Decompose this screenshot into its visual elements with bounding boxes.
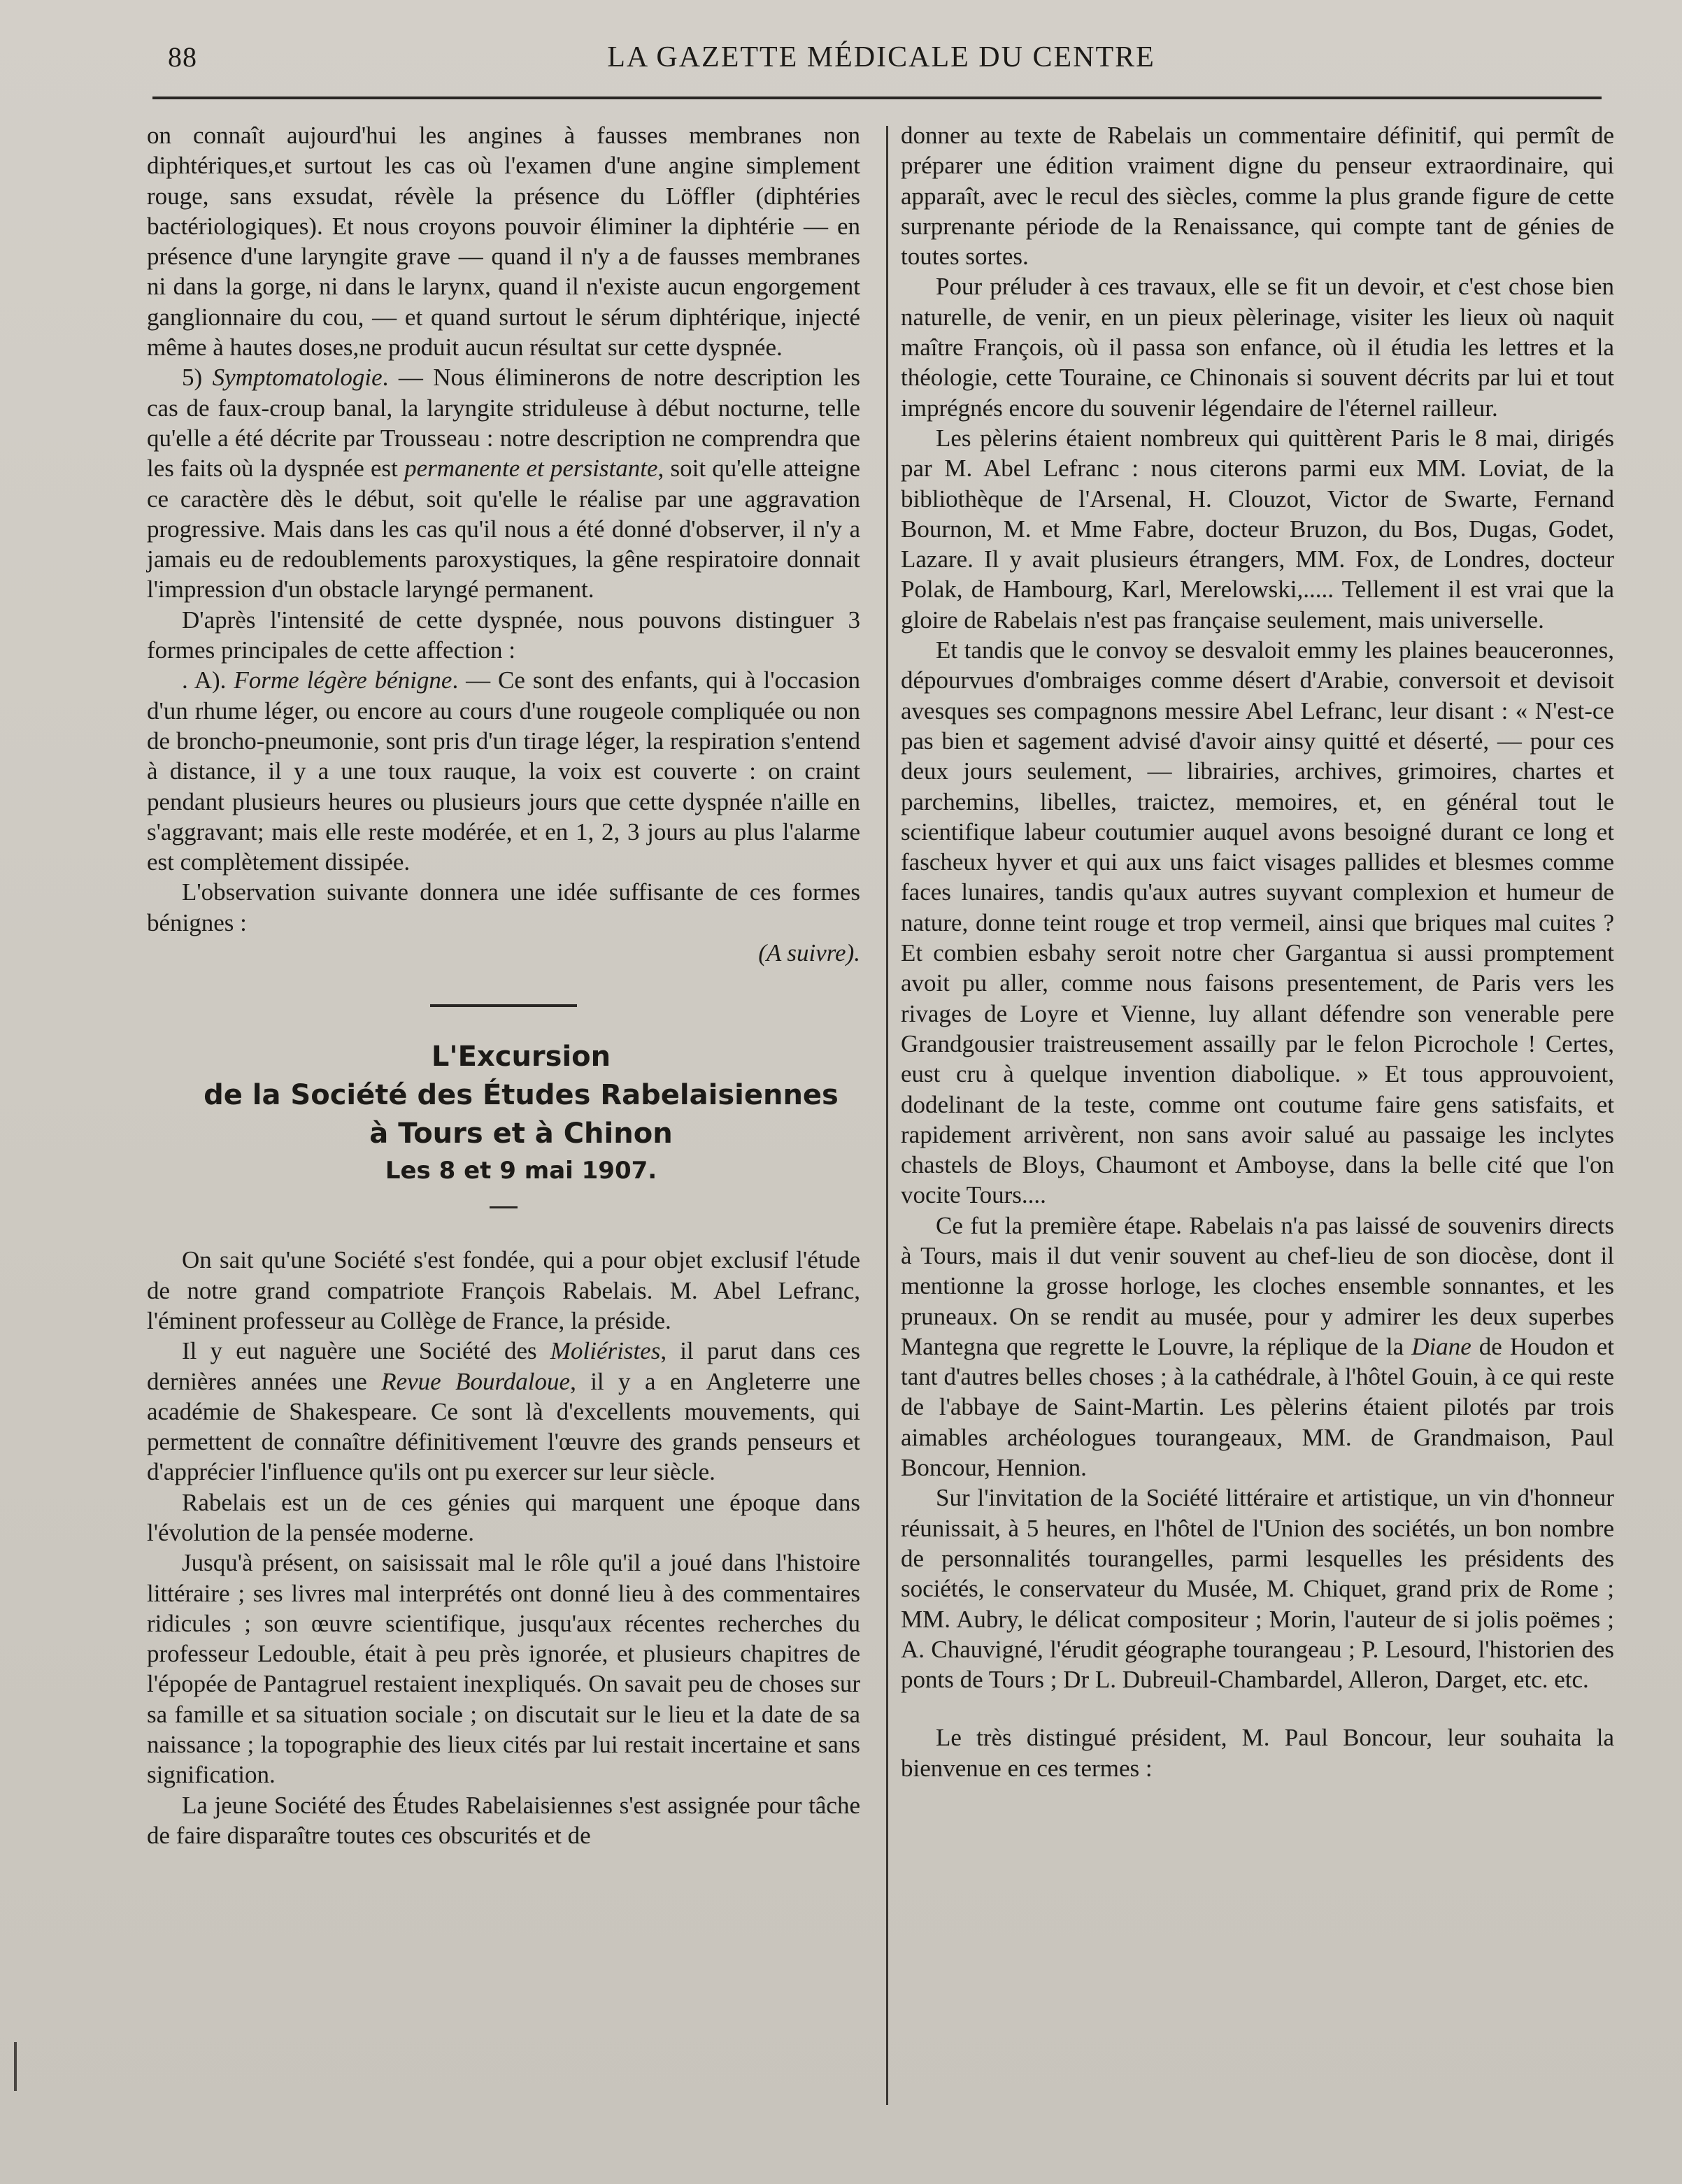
paragraph: donner au texte de Rabelais un commentaire définitif, qui permît de préparer une édition vraiment digne du penseur extraordinaire, qui apparaît, avec le recul des siècles, comme la plus grande figure de cette surprenante période de la Renaissance, qui compte tant de génies de toutes sortes. (901, 122, 1614, 271)
paragraph: Sur l'invitation de la Société littéraire et artistique, un vin d'honneur réunissait, à 5 heures, en l'hôtel de l'Union des sociétés, un bon nombre de personnalités tourangelles, parmi lesquelles les présidents des sociétés, le conservateur du Musée, M. Chiquet, grand prix de Rome ; MM. Aubry, le délicat compositeur ; Morin, l'auteur de si jolis poëmes ; A. Chauvigné, l'érudit géographe tourangeau ; P. Lesourd, l'historien des ponts de Tours ; Dr L. Dubreuil-Chambardel, Alleron, Darget, etc. etc. (901, 1484, 1614, 1694)
article-title-line-2: de la Société des Études Rabelaisiennes (204, 1079, 839, 1112)
column-rule (886, 126, 888, 2105)
paragraph: La jeune Société des Études Rabelaisiennes s'est assignée pour tâche de faire disparaître toutes ces obscurités et de (147, 1791, 860, 1849)
emphasis: Revue Bourdaloue (381, 1367, 571, 1395)
right-column (901, 120, 1614, 1783)
paragraph: D'après l'intensité de cette dyspnée, nous pouvons distinguer 3 formes principales de cette affection : (147, 606, 860, 664)
article-title-line-3: à Tours et à Chinon (369, 1118, 673, 1150)
page-number: 88 (168, 41, 197, 73)
paragraph: On sait qu'une Société s'est fondée, qui a pour objet exclusif l'étude de notre grand compatriote François Rabelais. M. Abel Lefranc, l'éminent professeur au Collège de France, la préside. (147, 1246, 860, 1334)
paragraph-text: . — Nous éliminerons de notre description les cas de faux-croup banal, la laryngite striduleuse à début nocturne, telle qu'elle a été décrite par Trousseau : notre description ne comprendra que les faits où la dyspnée est (147, 364, 861, 483)
paragraph-text: Ce fut la première étape. Rabelais n'a pas laissé de souvenirs directs à Tours, mais il dut venir souvent au chef-lieu de son diocèse, dont il mentionne la grosse horloge, les cloches ensemble sonnantes, et les pruneaux. On se rendit au musée, pour y admirer les deux superbes Mantegna que regrette le Louvre, la réplique de la (901, 1211, 1614, 1360)
margin-mark (14, 2042, 17, 2091)
paragraph (147, 1336, 860, 1487)
paragraph: L'observation suivante donnera une idée suffisante de ces formes bénignes : (147, 878, 860, 936)
left-column (147, 120, 860, 1850)
header-rule (152, 97, 1602, 99)
paragraph-text: Il y eut naguère une Société des (182, 1337, 550, 1365)
article-subtitle: Les 8 et 9 mai 1907. (385, 1157, 657, 1185)
section-number: . A). (182, 666, 234, 694)
paragraph: Et tandis que le convoy se desvaloit emmy les plaines beauceronnes, dépourvues d'ombraiges comme désert d'Arabie, conversoit et devisoit avesques ses compagnons messire Abel Lefranc, leur disant : « N'est-ce pas bien et sagement advisé d'avoir ainsy quitté et déserté, — pour ces deux jours seulement, — librairies, archives, grimoires, chartes et parchemins, libelles, traictez, memoires, et, en général tout le scientifique labeur coutumier auquel avons besoigné durant ce long et fascheux hyver et qui aux uns faict visages pallides et blesmes comme faces lunaires, tandis qu'aux autres suyvant complexion et humeur de nature, donne teint rouge et trop vermeil, ainsi que briques mal cuites ? Et combien esbahy seroit notre cher Gargantua si aussi promptement avoit pu aller, comme nous faisons presentement, de Paris vers les rivages de Loyre et Vienne, luy allant défendre son venerable pere Grandgousier traistreusement assailly par le felon Picrochole ! Certes, eust cru à quelque invention diabolique. » Et tous approuvoient, dodelinant de la teste, comme ont coutume faire gens satisfaits, et rapidement arrivèrent, non sans avoir salué au passaige les inclytes chastels de Bloys, Chaumont et Amboyse, dans la belle cité que l'on vocite Tours.... (901, 636, 1614, 1209)
article-separator (430, 1004, 577, 1007)
paragraph: Pour préluder à ces travaux, elle se fit un devoir, et c'est chose bien naturelle, de venir, en un pieux pèlerinage, visiter les lieux où naquit maître François, où il passa son enfance, où il étudia les lettres et la théologie, cette Touraine, ce Chinonais si souvent décrits par lui et tout imprégnés encore du souvenir légendaire de l'éternel railleur. (901, 273, 1614, 422)
paragraph-text: de Houdon et tant d'autres belles choses ; à la cathédrale, à l'hôtel Gouin, à ce qui reste de l'abbaye de Saint-Martin. Les pèlerins étaient pilotés par trois aimables archéologues tourangeaux, MM. de Grandmaison, Paul Boncour, Hennion. (901, 1332, 1614, 1482)
section-number: 5) (182, 364, 213, 392)
subtitle-rule (490, 1206, 518, 1208)
paragraph: Jusqu'à présent, on saisissait mal le rôle qu'il a joué dans l'histoire littéraire ; ses livres mal interprétés ont donné lieu à des commentaires ridicules ; son œuvre scientifique, jusqu'aux récentes recherches du professeur Ledouble, était à peu près ignorée, et plusieurs chapitres de l'épopée de Pantagruel restaient inexpliqués. On savait peu de choses sur sa famille et sa situation sociale ; on discutait sur le lieu et la date de sa naissance ; la topographie des lieux cités par lui restait incertaine et sans signification. (147, 1549, 860, 1789)
emphasis: Moliéristes (550, 1337, 661, 1365)
paragraph-text: , il y a en Angleterre une académie de Shakespeare. Ce sont là d'excellents mouvements, qui permettent de connaître définitivement l'œuvre des grands penseurs et d'apprécier l'influence qu'ils ont pu exercer sur leur siècle. (147, 1367, 860, 1486)
section-heading: Symptomatologie (212, 364, 383, 392)
paragraph: Rabelais est un de ces génies qui marquent une époque dans l'évolution de la pensée moderne. (147, 1488, 860, 1546)
paragraph: on connaît aujourd'hui les angines à fausses membranes non diphtériques,et surtout les cas où l'examen d'une angine simplement rouge, sans exsudat, révèle la présence du Löffler (diphtéries bactériologiques). Et nous croyons pouvoir éliminer la diphtérie — en présence d'une laryngite grave — quand il n'y a de fausses membranes ni dans la gorge, ni dans le larynx, quand il n'existe aucun engorgement ganglionnaire du cou, — et quand surtout le sérum diphtérique, injecté même à hautes doses,ne produit aucun résultat sur cette dyspnée. (147, 122, 860, 362)
paragraph: Le très distingué président, M. Paul Boncour, leur souhaita la bienvenue en ces termes : (901, 1724, 1614, 1782)
article-title-line-1: L'Excursion (431, 1041, 611, 1073)
paragraph-text: , soit qu'elle atteigne ce caractère dès le début, soit qu'elle le réalise par une aggravation progressive. Mais dans les cas qu'il nous a été donné d'observer, il n'y a jamais eu de redoublements paroxystiques, la gêne respiratoire donnait l'impression d'un obstacle laryngé permanent. (147, 455, 861, 604)
emphasis: Diane (1411, 1332, 1471, 1360)
paragraph-text: . — Ce sont des enfants, qui à l'occasion d'un rhume léger, ou encore au cours d'une rougeole compliquée ou non de broncho-pneumonie, sont pris d'un tirage léger, la respiration s'entend à distance, il y a une toux rauque, la voix est couverte : on craint pendant plusieurs heures ou plusieurs jours que cette dyspnée n'aille en s'aggravant; mais elle reste modérée, et en 1, 2, 3 jours au plus l'alarme est complètement dissipée. (147, 666, 861, 876)
section-heading: Forme légère bénigne (234, 666, 452, 694)
page-header (168, 41, 1595, 83)
paragraph: Les pèlerins étaient nombreux qui quittèrent Paris le 8 mai, dirigés par M. Abel Lefranc : nous citerons parmi eux MM. Loviat, de la bibliothèque de l'Arsenal, H. Clouzot, Victor de Swarte, Fernand Bournon, M. et Mme Fabre, docteur Bruzon, du Bos, Dugas, Godet, Lazare. Il y avait plusieurs étrangers, MM. Fox, de Londres, docteur Polak, de Hambourg, Karl, Merelowski,..... Tellement il est vrai que la gloire de Rabelais n'est pas française seulement, mais universelle. (901, 424, 1614, 634)
paragraph-text: , il parut dans ces dernières années une (147, 1337, 860, 1395)
paragraph-symptomatologie (147, 362, 860, 604)
emphasis: permanente et persistante (404, 455, 658, 483)
paragraph (901, 1211, 1614, 1483)
to-be-continued: (A suivre). (758, 939, 860, 967)
paragraph-forme-legere (147, 665, 860, 877)
running-head: LA GAZETTE MÉDICALE DU CENTRE (607, 41, 1155, 73)
